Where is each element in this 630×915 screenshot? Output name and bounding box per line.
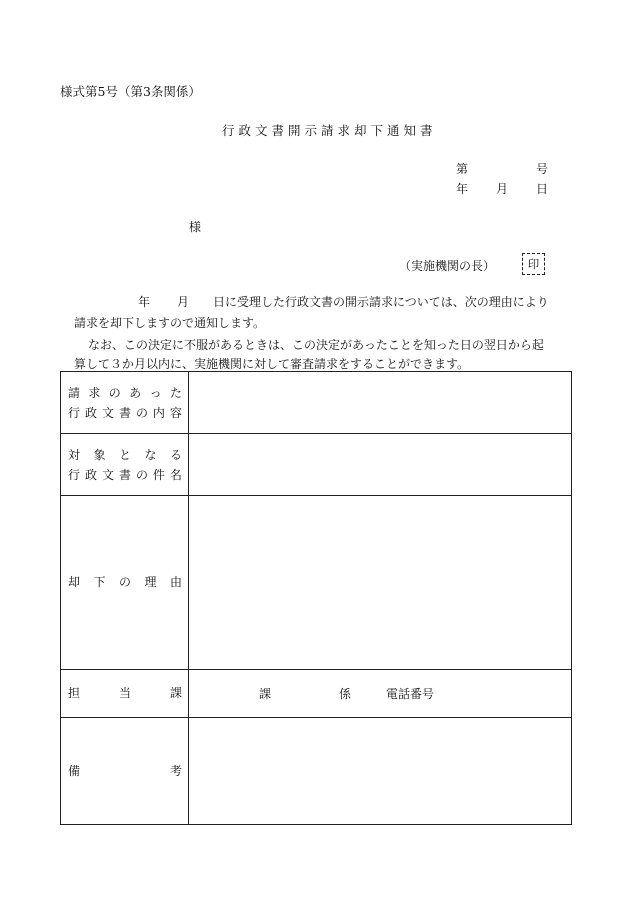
label-char: 内 bbox=[152, 405, 165, 420]
label-cell-remarks bbox=[61, 717, 189, 824]
label-char: 名 bbox=[169, 467, 182, 482]
label-char: の bbox=[118, 575, 131, 590]
label-char: な bbox=[144, 447, 157, 462]
value-cell-request-content[interactable] bbox=[189, 372, 572, 434]
department-section-label: 課 bbox=[259, 686, 272, 701]
notice-form-table bbox=[60, 371, 572, 825]
value-cell-document-name[interactable] bbox=[189, 434, 572, 496]
body-paragraph-1-line-2: 請求を却下しますので通知します。 bbox=[74, 316, 266, 330]
issuer-label: （実施機関の長） bbox=[399, 259, 496, 273]
label-char: る bbox=[169, 447, 182, 462]
label-char: 課 bbox=[169, 686, 182, 701]
label-char: 件 bbox=[152, 467, 165, 482]
label-char: 文 bbox=[101, 467, 114, 482]
reference-number-prefix: 第 bbox=[456, 162, 469, 176]
date-month-label: 月 bbox=[496, 182, 509, 196]
body-paragraph-2-line-1: なお、この決定に不服があるときは、この決定があったことを知った日の翌日から起 bbox=[88, 338, 544, 352]
department-unit-label: 係 bbox=[339, 686, 352, 701]
label-char: あ bbox=[129, 385, 142, 400]
label-line bbox=[61, 576, 188, 588]
label-char: っ bbox=[149, 385, 162, 400]
document-title: 行政文書開示請求却下通知書 bbox=[222, 123, 437, 138]
label-line bbox=[61, 449, 188, 461]
value-cell-department[interactable] bbox=[189, 669, 572, 717]
label-char: 当 bbox=[118, 686, 131, 701]
reference-number-suffix: 号 bbox=[536, 162, 549, 176]
label-line bbox=[61, 407, 188, 419]
body-paragraph-1-line-1: 日に受理した行政文書の開示請求については、次の理由により bbox=[213, 295, 549, 309]
label-char: 由 bbox=[169, 575, 182, 590]
table-row-remarks bbox=[61, 717, 572, 824]
addressee-honorific: 様 bbox=[189, 220, 202, 234]
value-cell-remarks[interactable] bbox=[189, 717, 572, 824]
label-char: 下 bbox=[93, 575, 106, 590]
label-line bbox=[61, 765, 188, 777]
label-line bbox=[61, 387, 188, 399]
label-cell-rejection-reason bbox=[61, 496, 189, 669]
body-year-label: 年 bbox=[138, 295, 151, 309]
label-char: 行 bbox=[68, 405, 81, 420]
label-char: 書 bbox=[118, 467, 131, 482]
table-row-department bbox=[61, 669, 572, 717]
label-char: 象 bbox=[93, 447, 106, 462]
label-char: と bbox=[118, 447, 131, 462]
form-number: 様式第5号（第3条関係） bbox=[60, 84, 201, 99]
label-char: 求 bbox=[88, 385, 101, 400]
date-year-label: 年 bbox=[456, 182, 469, 196]
seal-stamp-box: 印 bbox=[522, 253, 545, 275]
label-char: 政 bbox=[84, 467, 97, 482]
label-char: 請 bbox=[68, 385, 81, 400]
label-line bbox=[61, 687, 188, 699]
label-cell-document-name bbox=[61, 434, 189, 496]
value-cell-rejection-reason[interactable] bbox=[189, 496, 572, 669]
phone-number-label: 電話番号 bbox=[386, 686, 435, 701]
table-row-request-content bbox=[61, 372, 572, 434]
label-char: 却 bbox=[68, 575, 81, 590]
body-month-label: 月 bbox=[177, 295, 190, 309]
label-char: 理 bbox=[144, 575, 157, 590]
label-char: 考 bbox=[169, 763, 182, 778]
date-day-label: 日 bbox=[536, 182, 549, 196]
label-cell-request-content bbox=[61, 372, 189, 434]
label-char: 行 bbox=[68, 467, 81, 482]
label-line bbox=[61, 469, 188, 481]
label-cell-department bbox=[61, 669, 189, 717]
table-row-document-name bbox=[61, 434, 572, 496]
label-char: 書 bbox=[118, 405, 131, 420]
body-paragraph-2-line-2: 算して３か月以内に、実施機関に対して審査請求をすることができます。 bbox=[74, 357, 470, 371]
label-char: 対 bbox=[68, 447, 81, 462]
label-char: の bbox=[135, 467, 148, 482]
label-char: 容 bbox=[169, 405, 182, 420]
label-char: 政 bbox=[84, 405, 97, 420]
label-char: の bbox=[108, 385, 121, 400]
label-char: た bbox=[169, 385, 182, 400]
label-char: 文 bbox=[101, 405, 114, 420]
table-row-rejection-reason bbox=[61, 496, 572, 669]
label-char: の bbox=[135, 405, 148, 420]
label-char: 担 bbox=[68, 686, 81, 701]
label-char: 備 bbox=[68, 763, 81, 778]
